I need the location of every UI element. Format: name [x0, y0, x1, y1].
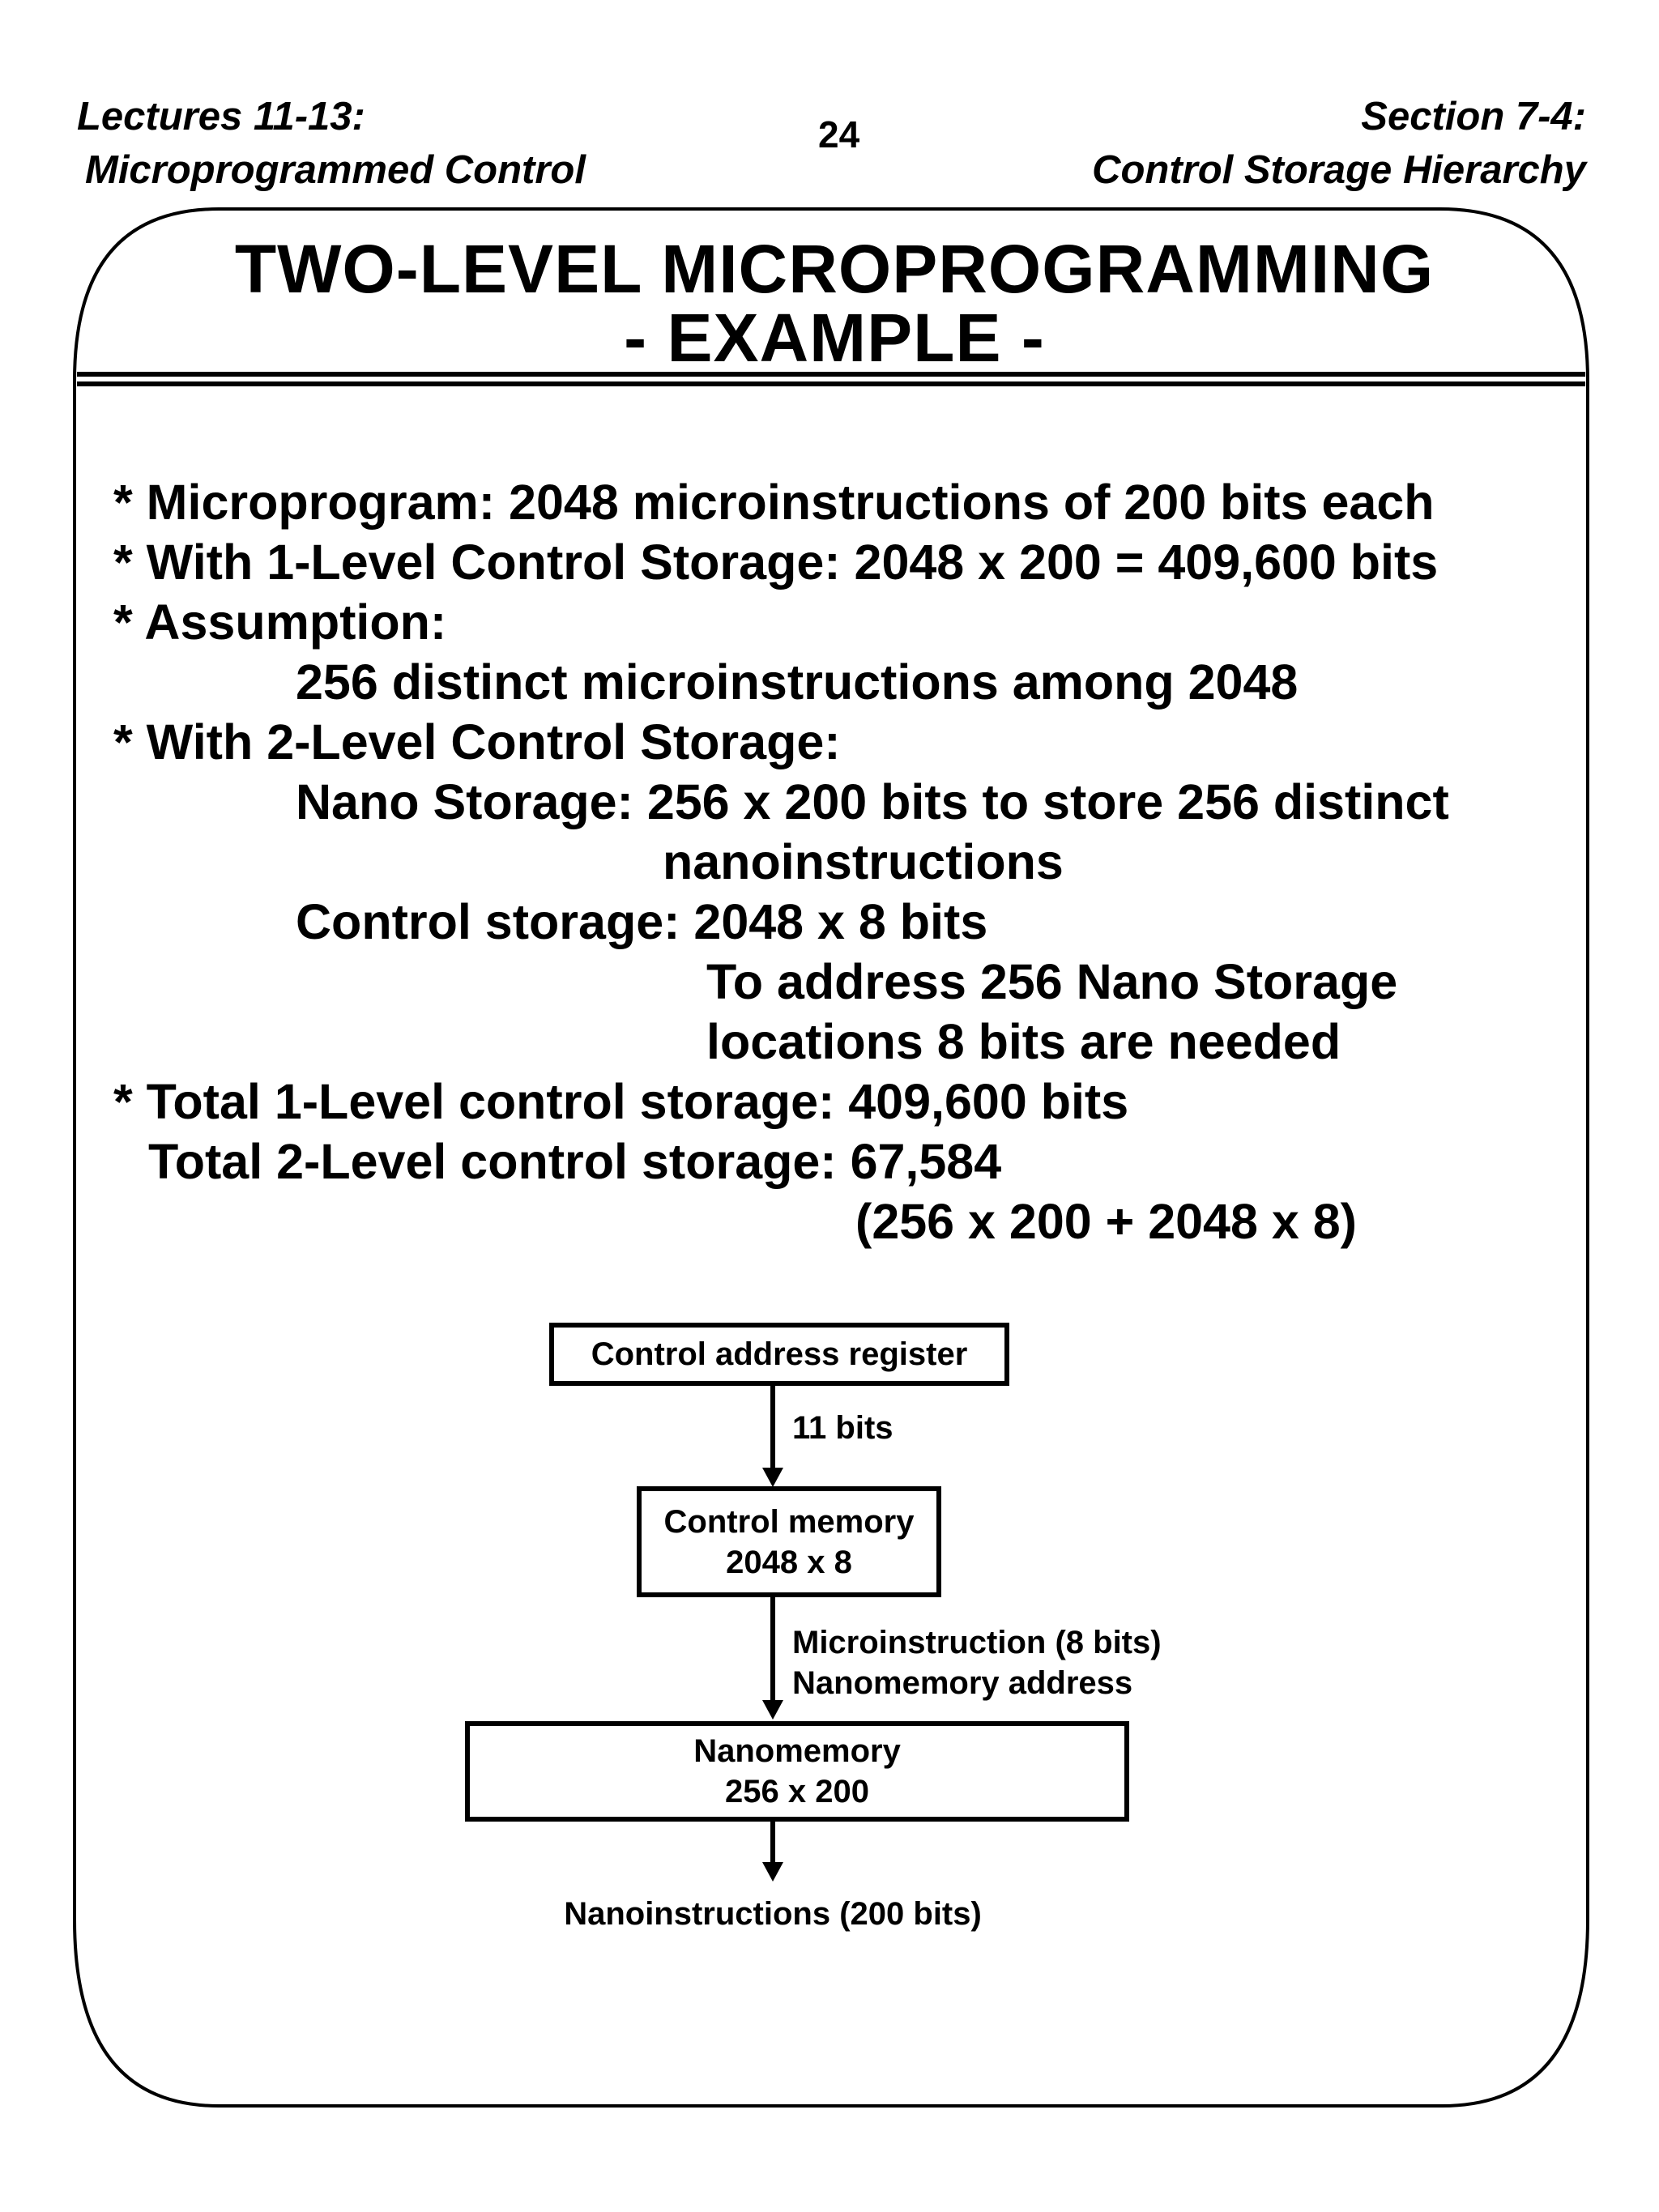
control-address-register-box: [549, 1323, 1009, 1386]
slide-subtitle: - EXAMPLE -: [624, 300, 1045, 376]
total-two-level: Total 2-Level control storage: 67,584: [148, 1134, 1002, 1189]
control-memory-box: [637, 1486, 941, 1597]
header-section-number: Section 7-4:: [1361, 95, 1586, 139]
nanomemory-label: Nanomemory: [693, 1733, 901, 1769]
arrow2-label-microinstruction: Microinstruction (8 bits): [792, 1625, 1162, 1660]
arrowhead-car-to-cm: [762, 1468, 783, 1487]
arrow2-label-nanomemory-address: Nanomemory address: [792, 1665, 1133, 1701]
header-lecture-topic: Microprogrammed Control: [85, 148, 586, 192]
header-lecture-range: Lectures 11-13:: [77, 95, 365, 139]
page-number: 24: [818, 113, 860, 156]
nanoinstructions-output-label: Nanoinstructions (200 bits): [564, 1896, 982, 1932]
slide-title: TWO-LEVEL MICROPROGRAMMING: [234, 231, 1435, 307]
control-address-register-label: Control address register: [591, 1336, 968, 1372]
bullet-microprogram: * Microprogram: 2048 microinstructions of 200 bits each: [113, 475, 1435, 530]
bullet-one-level: * With 1-Level Control Storage: 2048 x 200 = 409,600 bits: [113, 535, 1439, 590]
total-two-level-formula: (256 x 200 + 2048 x 8): [855, 1194, 1357, 1249]
assumption-detail: 256 distinct microinstructions among 2048: [296, 654, 1299, 710]
nano-storage-continuation: nanoinstructions: [663, 834, 1064, 889]
nanomemory-size: 256 x 200: [725, 1774, 869, 1809]
arrowhead-nm-to-output: [762, 1862, 783, 1882]
address-note-2: locations 8 bits are needed: [706, 1014, 1341, 1069]
arrowhead-cm-to-nm: [762, 1700, 783, 1720]
arrow1-label: 11 bits: [792, 1410, 893, 1446]
nanomemory-box: [465, 1721, 1129, 1822]
address-note-1: To address 256 Nano Storage: [706, 954, 1398, 1009]
control-storage-line: Control storage: 2048 x 8 bits: [296, 894, 988, 949]
bullet-total-one-level: * Total 1-Level control storage: 409,600 bits: [113, 1074, 1129, 1129]
bullet-two-level: * With 2-Level Control Storage:: [113, 714, 841, 769]
bullet-assumption: * Assumption:: [113, 595, 447, 650]
nano-storage-line: Nano Storage: 256 x 200 bits to store 256 distinct: [296, 774, 1449, 829]
control-memory-size: 2048 x 8: [726, 1544, 852, 1580]
control-memory-label: Control memory: [663, 1503, 915, 1540]
header-section-topic: Control Storage Hierarchy: [1092, 148, 1586, 192]
